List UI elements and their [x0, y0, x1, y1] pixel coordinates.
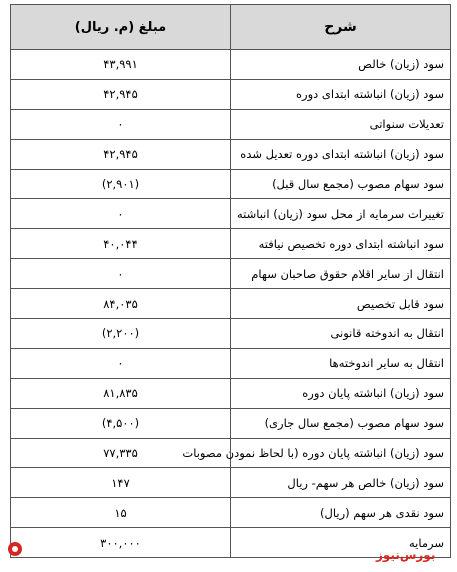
- row-description: تعدیلات سنواتی: [231, 109, 451, 139]
- row-amount: ۱۴۷: [11, 468, 231, 498]
- financial-table-container: [10, 4, 451, 558]
- table-row: [11, 259, 451, 289]
- row-description: سرمایه: [231, 528, 451, 558]
- row-description: سود سهام مصوب (مجمع سال جاری): [231, 408, 451, 438]
- row-amount: ۴۳,۹۹۱: [11, 50, 231, 80]
- row-description: سود (زیان) انباشته ابتدای دوره: [231, 79, 451, 109]
- table-row: [11, 498, 451, 528]
- row-amount: ۴۲,۹۴۵: [11, 139, 231, 169]
- row-description: سود (زیان) انباشته پایان دوره (با لحاظ نمودن مصوبات: [231, 438, 451, 468]
- row-amount: ۴۲,۹۴۵: [11, 79, 231, 109]
- table-row: [11, 408, 451, 438]
- row-description: تغییرات سرمایه از محل سود (زیان) انباشته: [231, 199, 451, 229]
- row-amount: ۳۰۰,۰۰۰: [11, 528, 231, 558]
- table-body: [11, 50, 451, 558]
- bourse-news-logo-icon: [4, 540, 26, 558]
- row-amount: ۴۰,۰۴۴: [11, 229, 231, 259]
- row-description: انتقال به سایر اندوخته‌ها: [231, 348, 451, 378]
- table-row: [11, 378, 451, 408]
- table-header-row: [11, 5, 451, 50]
- row-amount: (۴,۵۰۰): [11, 408, 231, 438]
- table-row: [11, 169, 451, 199]
- table-row: [11, 199, 451, 229]
- table-row: [11, 229, 451, 259]
- header-description: شرح: [231, 5, 451, 50]
- row-amount: ۸۴,۰۳۵: [11, 289, 231, 319]
- table-row: [11, 438, 451, 468]
- row-amount: ۰: [11, 199, 231, 229]
- row-description: انتقال به اندوخته قانونی: [231, 319, 451, 349]
- row-description: سود (زیان) انباشته پایان دوره: [231, 378, 451, 408]
- table-row: [11, 109, 451, 139]
- row-description: سود (زیان) خالص هر سهم- ریال: [231, 468, 451, 498]
- row-amount: ۱۵: [11, 498, 231, 528]
- table-row: [11, 79, 451, 109]
- row-description: سود انباشته ابتدای دوره تخصیص نیافته: [231, 229, 451, 259]
- table-row: [11, 319, 451, 349]
- row-description: سود سهام مصوب (مجمع سال قبل): [231, 169, 451, 199]
- row-description: سود (زیان) خالص: [231, 50, 451, 80]
- table-row: [11, 50, 451, 80]
- header-amount: مبلغ (م. ریال): [11, 5, 231, 50]
- watermark-text: بورس‌نیوز: [376, 548, 436, 562]
- row-amount: ۷۷,۳۳۵: [11, 438, 231, 468]
- table-row: [11, 289, 451, 319]
- row-amount: ۸۱,۸۳۵: [11, 378, 231, 408]
- table-row: [11, 139, 451, 169]
- row-amount: ۰: [11, 109, 231, 139]
- row-description: انتقال از سایر اقلام حقوق صاحبان سهام: [231, 259, 451, 289]
- row-amount: (۲,۲۰۰): [11, 319, 231, 349]
- table-row: [11, 348, 451, 378]
- row-description: سود نقدی هر سهم (ریال): [231, 498, 451, 528]
- row-description: سود (زیان) انباشته ابتدای دوره تعدیل شده: [231, 139, 451, 169]
- row-amount: (۲,۹۰۱): [11, 169, 231, 199]
- retained-earnings-table: [10, 4, 451, 558]
- row-description: سود قابل تخصیص: [231, 289, 451, 319]
- table-row: [11, 468, 451, 498]
- row-amount: ۰: [11, 348, 231, 378]
- row-amount: ۰: [11, 259, 231, 289]
